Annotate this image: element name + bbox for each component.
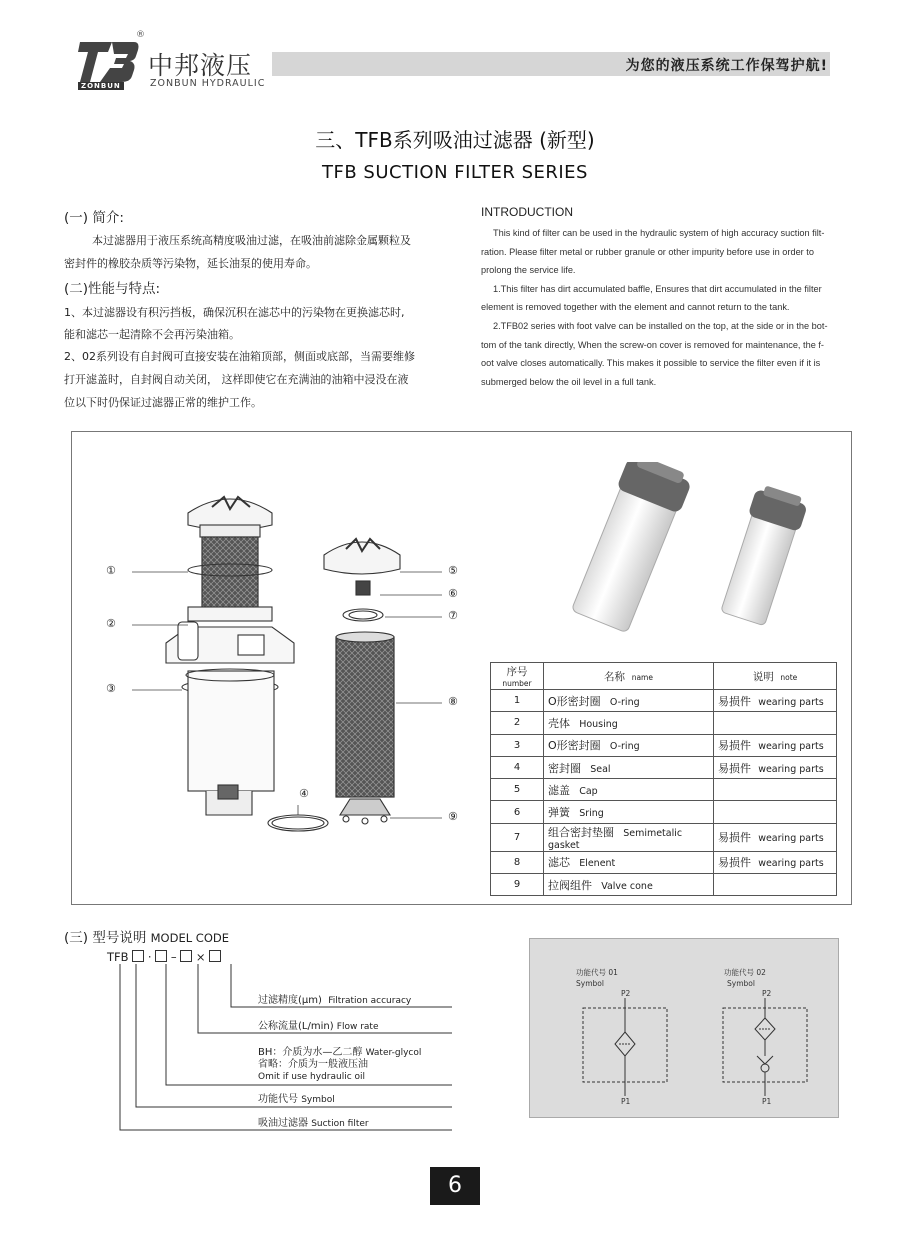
- part-name-en: Valve cone: [601, 880, 653, 892]
- mc-accuracy-cn: 过滤精度(μm): [258, 995, 322, 1006]
- slogan: 为您的液压系统工作保驾护航!: [625, 58, 828, 74]
- callout-2: ②: [106, 617, 116, 630]
- code-dash: –: [170, 950, 177, 964]
- mc-accuracy: [258, 991, 411, 1006]
- part-name-en: Sring: [579, 808, 604, 820]
- table-row: [491, 823, 837, 851]
- table-row: [491, 801, 837, 823]
- mc-flow-en: Flow rate: [336, 1022, 379, 1032]
- code-box-3: [180, 950, 192, 962]
- part-name-cn: 密封圈: [548, 761, 581, 775]
- part-no: 6: [491, 801, 544, 823]
- intro-en-line: element is removed together with the element and cannot return to the tank.: [481, 302, 790, 313]
- feature2-l2: 打开滤盖时，自封阀自动关闭， 这样即使它在充满油的油箱中浸没在液: [64, 373, 409, 386]
- symbol-01-en: Symbol: [576, 979, 604, 988]
- part-no: 3: [491, 734, 544, 756]
- table-row: [491, 734, 837, 756]
- part-name: [544, 690, 714, 712]
- brand-sub: ZONBUN: [78, 82, 124, 90]
- filter-exploded-drawing: [100, 485, 490, 845]
- part-name-cn: 滤盖: [548, 783, 570, 797]
- page-title-cn: 三、TFB系列吸油过滤器 (新型): [315, 128, 595, 152]
- part-note: [714, 823, 837, 851]
- intro-text-en: [481, 224, 859, 391]
- mc-symbol-en: Symbol: [301, 1095, 335, 1105]
- part-note-cn: 易损件: [718, 856, 751, 870]
- zonbun-logo-icon: [78, 38, 140, 84]
- intro-en-line: submerged below the oil level in a full tank.: [481, 376, 657, 387]
- mc-medium: [258, 1047, 421, 1083]
- part-name-en: Elenent: [579, 858, 616, 870]
- part-name-cn: 拉阀组件: [548, 878, 592, 892]
- feature2-l3: 位以下时仍保证过滤器正常的维护工作。: [64, 396, 262, 409]
- code-box-4: [209, 950, 221, 962]
- part-name: [544, 823, 714, 851]
- mc-symbol: [258, 1090, 335, 1105]
- intro-en-line: ration. Please filter metal or rubber granule or other impurity before use in order to: [481, 246, 814, 257]
- part-note-en: wearing parts: [758, 763, 824, 775]
- symbol-02-p1: P1: [762, 1097, 772, 1106]
- header-no: [491, 663, 544, 690]
- table-row: [491, 712, 837, 734]
- part-note-en: wearing parts: [758, 833, 824, 845]
- header-note-cn: 说明: [752, 670, 774, 683]
- intro-en-line: oot valve closes automatically. This makes it possible to service the filter even if it is: [481, 358, 821, 369]
- model-code-heading-en: MODEL CODE: [150, 931, 229, 945]
- part-name-cn: 壳体: [548, 716, 570, 730]
- intro-en-line: prolong the service life.: [481, 265, 576, 276]
- part-no: 7: [491, 823, 544, 851]
- model-code-heading: [64, 926, 229, 946]
- mc-flow-cn: 公称流量(L/min): [258, 1021, 334, 1032]
- header-name: [544, 663, 714, 690]
- intro-heading-en: INTRODUCTION: [481, 205, 573, 219]
- callout-6: ⑥: [448, 587, 458, 600]
- callout-8: ⑧: [448, 695, 458, 708]
- part-name: [544, 801, 714, 823]
- part-note: [714, 874, 837, 896]
- mc-medium-bh-en: Water-glycol: [365, 1048, 422, 1058]
- part-name-cn: 滤芯: [548, 856, 570, 870]
- part-no: 9: [491, 874, 544, 896]
- brand-cn: 中邦液压: [148, 51, 253, 80]
- symbol-01-label: 功能代号 01: [576, 968, 618, 977]
- symbol-01-p1: P1: [621, 1097, 631, 1106]
- intro-para1-l2: 密封件的橡胶杂质等污染物，延长油泵的使用寿命。: [64, 257, 317, 270]
- intro-en-line: This kind of filter can be used in the hydraulic system of high accuracy suction filt-: [493, 228, 825, 238]
- part-name: [544, 779, 714, 801]
- header-no-cn: 序号: [506, 666, 528, 678]
- symbol-01-p2: P2: [621, 989, 631, 998]
- mc-medium-bh: [258, 1047, 421, 1059]
- table-row: [491, 690, 837, 712]
- part-name-cn: O形密封圈: [548, 694, 601, 708]
- part-name: [544, 851, 714, 873]
- features-heading-cn: (二)性能与特点:: [64, 281, 161, 297]
- part-no: 1: [491, 690, 544, 712]
- code-box-2: [155, 950, 167, 962]
- header-note-en: note: [780, 672, 798, 682]
- part-note: [714, 779, 837, 801]
- part-note-en: wearing parts: [758, 696, 824, 708]
- mc-suction: [258, 1114, 369, 1129]
- callout-9: ⑨: [448, 810, 458, 823]
- part-name: [544, 734, 714, 756]
- part-no: 4: [491, 756, 544, 778]
- part-no: 2: [491, 712, 544, 734]
- code-prefix: TFB: [107, 950, 129, 964]
- callout-3: ③: [106, 682, 116, 695]
- feature1-l1: 1、本过滤器设有积污挡板，确保沉积在滤芯中的污染物在更换滤芯时,: [64, 306, 405, 319]
- symbol-02-p2: P2: [762, 989, 772, 998]
- part-note: [714, 756, 837, 778]
- feature1-l2: 能和滤芯一起清除不会再污染油箱。: [64, 328, 240, 341]
- mc-suction-cn: 吸油过滤器: [258, 1118, 308, 1129]
- callout-1: ①: [106, 564, 116, 577]
- part-name-en: Cap: [579, 785, 598, 797]
- part-note-cn: 易损件: [718, 694, 751, 708]
- page-number: 6: [430, 1167, 480, 1205]
- symbol-02-en: Symbol: [727, 979, 755, 988]
- part-name-cn: 弹簧: [548, 806, 570, 820]
- part-note: [714, 712, 837, 734]
- mc-medium-omit-en: Omit if use hydraulic oil: [258, 1072, 366, 1082]
- product-photo: [552, 462, 842, 634]
- code-dot: ·: [147, 950, 152, 964]
- table-row: [491, 779, 837, 801]
- intro-heading-cn: (一) 简介:: [64, 210, 124, 226]
- mc-symbol-cn: 功能代号: [258, 1094, 298, 1105]
- mc-suction-en: Suction filter: [311, 1119, 369, 1129]
- mc-medium-omit-cn: 省略：介质为一般液压油: [258, 1059, 368, 1070]
- header-no-en: number: [502, 679, 532, 688]
- part-no: 5: [491, 779, 544, 801]
- part-no: 8: [491, 851, 544, 873]
- part-name: [544, 874, 714, 896]
- table-header-row: [491, 663, 837, 690]
- brand-en: ZONBUN HYDRAULIC: [150, 78, 266, 89]
- feature2-l1: 2、02系列设有自封阀可直接安装在油箱顶部，侧面或底部，当需要维修: [64, 350, 415, 363]
- part-note-en: wearing parts: [758, 741, 824, 753]
- parts-table: [490, 662, 837, 896]
- part-name-en: Semimetalic gasket: [548, 827, 683, 851]
- part-name: [544, 712, 714, 734]
- code-box-1: [132, 950, 144, 962]
- part-name: [544, 756, 714, 778]
- symbol-02-label: 功能代号 02: [724, 968, 766, 977]
- part-note-cn: 易损件: [718, 761, 751, 775]
- part-name-en: Seal: [590, 763, 611, 775]
- callout-5: ⑤: [448, 564, 458, 577]
- table-row: [491, 756, 837, 778]
- hydraulic-symbols: [575, 998, 825, 1098]
- model-code-heading-cn: (三) 型号说明: [64, 930, 147, 946]
- table-row: [491, 874, 837, 896]
- callout-4: ④: [299, 787, 309, 800]
- mc-accuracy-en: Filtration accuracy: [328, 996, 412, 1006]
- part-name-en: O-ring: [609, 696, 640, 708]
- mc-flow: [258, 1017, 378, 1032]
- registered-mark: ®: [136, 30, 145, 40]
- intro-para1-l1: 本过滤器用于液压系统高精度吸油过滤，在吸油前滤除金属颗粒及: [92, 234, 411, 247]
- code-x: ×: [195, 950, 206, 964]
- part-note: [714, 801, 837, 823]
- part-name-cn: 组合密封垫圈: [548, 825, 614, 839]
- header-name-en: name: [631, 672, 653, 682]
- intro-en-line: 2.TFB02 series with foot valve can be installed on the top, at the side or in the bot-: [493, 320, 828, 331]
- table-row: [491, 851, 837, 873]
- mc-medium-bh-cn: BH：介质为水—乙二醇: [258, 1047, 363, 1058]
- callout-7: ⑦: [448, 609, 458, 622]
- part-note-en: wearing parts: [758, 858, 824, 870]
- header-note: [714, 663, 837, 690]
- part-note-cn: 易损件: [718, 739, 751, 753]
- part-note-cn: 易损件: [718, 831, 751, 845]
- page-title-en: TFB SUCTION FILTER SERIES: [322, 162, 588, 183]
- intro-en-line: 1.This filter has dirt accumulated baffle, Ensures that dirt accumulated in the filter: [493, 283, 822, 294]
- part-name-en: O-ring: [609, 741, 640, 753]
- part-note: [714, 690, 837, 712]
- header-name-cn: 名称: [604, 670, 626, 683]
- part-name-cn: O形密封圈: [548, 739, 601, 753]
- part-name-en: Housing: [579, 718, 618, 730]
- part-note: [714, 851, 837, 873]
- part-note: [714, 734, 837, 756]
- intro-en-line: tom of the tank directly, When the screw-on cover is removed for maintenance, the f-: [481, 339, 824, 350]
